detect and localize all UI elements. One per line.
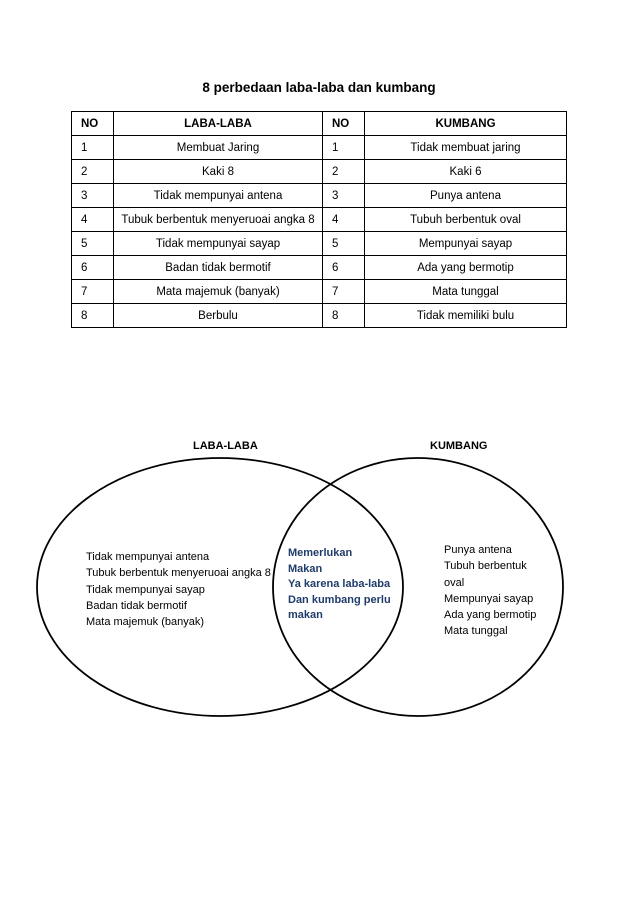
cell-no-left: 8 <box>72 304 114 328</box>
venn-left-item: Badan tidak bermotif <box>86 599 187 612</box>
header-no-right: NO <box>323 112 365 136</box>
cell-no-left: 7 <box>72 280 114 304</box>
venn-right-item: Mempunyai sayap <box>444 592 534 605</box>
cell-no-right: 8 <box>323 304 365 328</box>
cell-laba-laba: Membuat Jaring <box>114 136 323 160</box>
cell-laba-laba: Mata majemuk (banyak) <box>114 280 323 304</box>
venn-right-item: Ada yang bermotip <box>444 609 537 622</box>
venn-right-item: Tubuh berbentuk <box>444 560 527 573</box>
venn-left-item: Tidak mempunyai antena <box>86 551 210 563</box>
cell-kumbang: Tubuh berbentuk oval <box>365 208 567 232</box>
venn-overlap-line: Ya karena laba-laba <box>288 578 391 590</box>
cell-kumbang: Punya antena <box>365 184 567 208</box>
cell-no-right: 7 <box>323 280 365 304</box>
page-title: 8 perbedaan laba-laba dan kumbang <box>202 80 436 95</box>
cell-laba-laba: Berbulu <box>114 304 323 328</box>
cell-no-right: 5 <box>323 232 365 256</box>
cell-no-left: 3 <box>72 184 114 208</box>
venn-overlap-line: Memerlukan <box>288 547 353 559</box>
venn-left-label: LABA-LABA <box>193 440 258 452</box>
venn-right-item: Punya antena <box>444 544 512 556</box>
venn-overlap-text <box>288 546 391 624</box>
cell-no-left: 5 <box>72 232 114 256</box>
venn-right-label: KUMBANG <box>430 440 488 452</box>
venn-left-item: Tidak mempunyai sayap <box>86 583 205 596</box>
cell-no-right: 2 <box>323 160 365 184</box>
header-kumbang: KUMBANG <box>365 112 567 136</box>
cell-kumbang: Ada yang bermotip <box>365 256 567 280</box>
venn-overlap-line: makan <box>288 609 323 621</box>
venn-right-item: Mata tunggal <box>444 625 508 638</box>
venn-right-item: oval <box>444 576 465 589</box>
cell-no-left: 6 <box>72 256 114 280</box>
venn-left-items <box>86 549 271 630</box>
venn-overlap-line: Makan <box>288 562 323 575</box>
cell-kumbang: Mempunyai sayap <box>365 232 567 256</box>
cell-no-right: 1 <box>323 136 365 160</box>
cell-no-left: 1 <box>72 136 114 160</box>
cell-laba-laba: Tidak mempunyai antena <box>114 184 323 208</box>
cell-no-right: 4 <box>323 208 365 232</box>
cell-laba-laba: Kaki 8 <box>114 160 323 184</box>
cell-no-right: 3 <box>323 184 365 208</box>
cell-no-right: 6 <box>323 256 365 280</box>
header-no-left: NO <box>72 112 114 136</box>
cell-laba-laba: Tubuk berbentuk menyeruoai angka 8 <box>114 208 323 232</box>
cell-kumbang: Tidak membuat jaring <box>365 136 567 160</box>
cell-kumbang: Tidak memiliki bulu <box>365 304 567 328</box>
venn-left-item: Tubuk berbentuk menyeruoai angka 8 <box>86 567 271 580</box>
cell-laba-laba: Badan tidak bermotif <box>114 256 323 280</box>
cell-no-left: 2 <box>72 160 114 184</box>
venn-left-item: Mata majemuk (banyak) <box>86 616 204 629</box>
cell-laba-laba: Tidak mempunyai sayap <box>114 232 323 256</box>
cell-kumbang: Kaki 6 <box>365 160 567 184</box>
cell-kumbang: Mata tunggal <box>365 280 567 304</box>
header-laba-laba: LABA-LABA <box>114 112 323 136</box>
venn-right-items <box>444 542 536 640</box>
cell-no-left: 4 <box>72 208 114 232</box>
venn-overlap-line: Dan kumbang perlu <box>288 593 391 606</box>
